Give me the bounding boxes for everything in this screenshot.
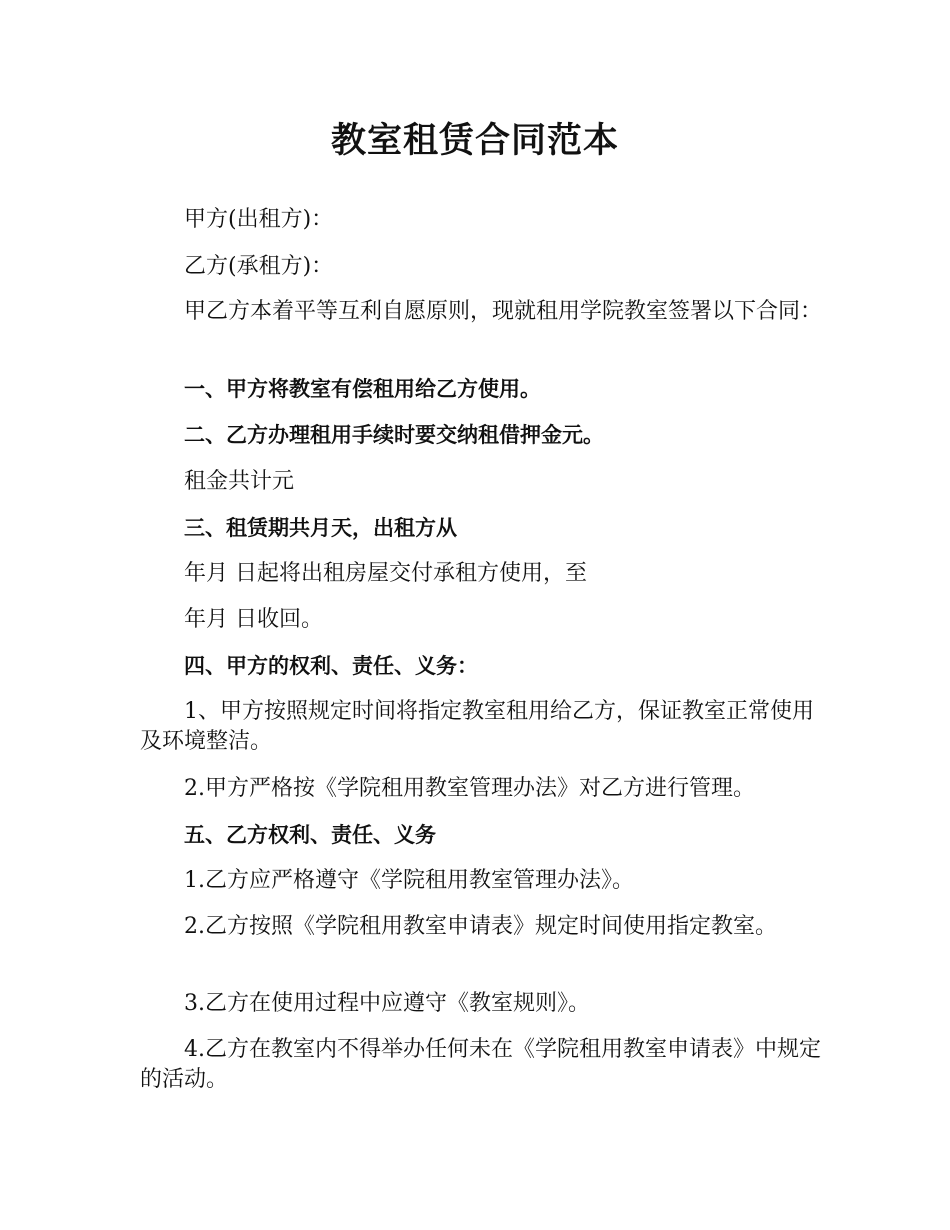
clause-5-item-2: 2.乙方按照《学院租用教室申请表》规定时间使用指定教室。	[184, 914, 777, 939]
clause-1-heading: 一、甲方将教室有偿租用给乙方使用。	[184, 377, 541, 401]
clause-4-item-2: 2.甲方严格按《学院租用教室管理办法》对乙方进行管理。	[184, 776, 755, 801]
rent-total-line: 租金共计元	[184, 469, 295, 494]
clause-4-heading: 四、甲方的权利、责任、义务：	[184, 654, 478, 678]
clause-5-item-1: 1.乙方应严格遵守《学院租用教室管理办法》。	[184, 868, 634, 893]
clause-5-heading: 五、乙方权利、责任、义务	[184, 823, 436, 847]
clause-5-item-3: 3.乙方在使用过程中应遵守《教室规则》。	[184, 991, 590, 1016]
lease-end-line: 年月 日收回。	[184, 607, 323, 632]
clause-5-item-4: 4.乙方在教室内不得举办任何未在《学院租用教室申请表》中规定的活动。	[140, 1037, 821, 1092]
document-title: 教室租赁合同范本	[330, 121, 619, 161]
lease-start-line: 年月 日起将出租房屋交付承租方使用，至	[184, 561, 587, 586]
clause-3-heading: 三、租赁期共月天，出租方从	[184, 516, 457, 540]
party-a-line: 甲方(出租方)：	[184, 207, 334, 232]
intro-paragraph: 甲乙方本着平等互利自愿原则，现就租用学院教室签署以下合同：	[184, 299, 823, 324]
party-b-line: 乙方(承租方)：	[184, 254, 334, 279]
clause-4-item-1: 1、甲方按照规定时间将指定教室租用给乙方，保证教室正常使用及环境整洁。	[140, 699, 814, 754]
clause-2-heading: 二、乙方办理租用手续时要交纳租借押金元。	[184, 423, 604, 447]
